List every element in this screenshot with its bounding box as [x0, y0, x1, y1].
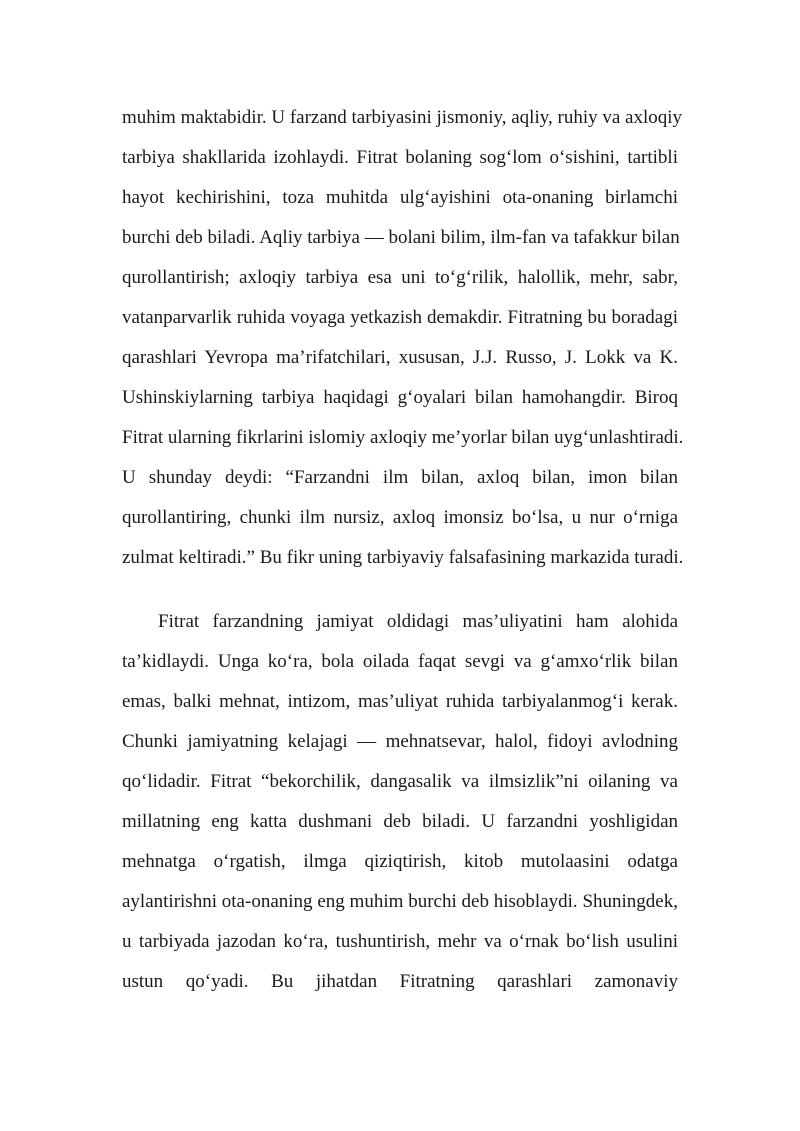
paragraph-2-line: ta’kidlaydi. Unga ko‘ra, bola oilada faqat sevgi va g‘amxo‘rlik bilan — [122, 651, 678, 672]
paragraph-1-line: U shunday deydi: “Farzandni ilm bilan, axloq bilan, imon bilan — [122, 467, 678, 488]
paragraph-2-line: ustun qo‘yadi. Bu jihatdan Fitratning qarashlari zamonaviy — [122, 971, 678, 992]
paragraph-2-line: emas, balki mehnat, intizom, mas’uliyat ruhida tarbiyalanmog‘i kerak. — [122, 691, 678, 712]
paragraph-2-line: millatning eng katta dushmani deb biladi. U farzandni yoshligidan — [122, 811, 678, 832]
paragraph-1-line: qurollantiring, chunki ilm nursiz, axloq imonsiz bo‘lsa, u nur o‘rniga — [122, 507, 678, 528]
paragraph-1-line: Fitrat ularning fikrlarini islomiy axloqiy me’yorlar bilan uyg‘unlashtiradi. — [122, 427, 684, 448]
paragraph-1-line: hayot kechirishini, toza muhitda ulg‘ayishini ota-onaning birlamchi — [122, 187, 678, 208]
paragraph-2-line: Chunki jamiyatning kelajagi — mehnatsevar, halol, fidoyi avlodning — [122, 731, 678, 752]
paragraph-1-line: tarbiya shakllarida izohlaydi. Fitrat bolaning sog‘lom o‘sishini, tartibli — [122, 147, 678, 168]
paragraph-1 — [122, 98, 684, 578]
paragraph-2-line: aylantirishni ota-onaning eng muhim burchi deb hisoblaydi. Shuningdek, — [122, 891, 678, 912]
paragraph-1-line: muhim maktabidir. U farzand tarbiyasini jismoniy, aqliy, ruhiy va axloqiy — [122, 107, 683, 128]
paragraph-1-line: burchi deb biladi. Aqliy tarbiya — bolani bilim, ilm-fan va tafakkur bilan — [122, 227, 680, 248]
paragraph-1-line: Ushinskiylarning tarbiya haqidagi g‘oyalari bilan hamohangdir. Biroq — [122, 387, 678, 408]
paragraph-2-line: u tarbiyada jazodan ko‘ra, tushuntirish, mehr va o‘rnak bo‘lish usulini — [122, 931, 678, 952]
paragraph-2 — [122, 602, 678, 1002]
paragraph-1-line: qarashlari Yevropa ma’rifatchilari, xususan, J.J. Russo, J. Lokk va K. — [122, 347, 678, 368]
paragraph-2-line: mehnatga o‘rgatish, ilmga qiziqtirish, kitob mutolaasini odatga — [122, 851, 678, 872]
paragraph-2-line: qo‘lidadir. Fitrat “bekorchilik, dangasalik va ilmsizlik”ni oilaning va — [122, 771, 678, 792]
paragraph-1-line: zulmat keltiradi.” Bu fikr uning tarbiyaviy falsafasining markazida turadi. — [122, 547, 684, 568]
paragraph-1-line: vatanparvarlik ruhida voyaga yetkazish demakdir. Fitratning bu boradagi — [122, 307, 678, 328]
paragraph-1-line: qurollantirish; axloqiy tarbiya esa uni to‘g‘rilik, halollik, mehr, sabr, — [122, 267, 678, 288]
paragraph-2-line: Fitrat farzandning jamiyat oldidagi mas’uliyatini ham alohida — [158, 611, 678, 632]
